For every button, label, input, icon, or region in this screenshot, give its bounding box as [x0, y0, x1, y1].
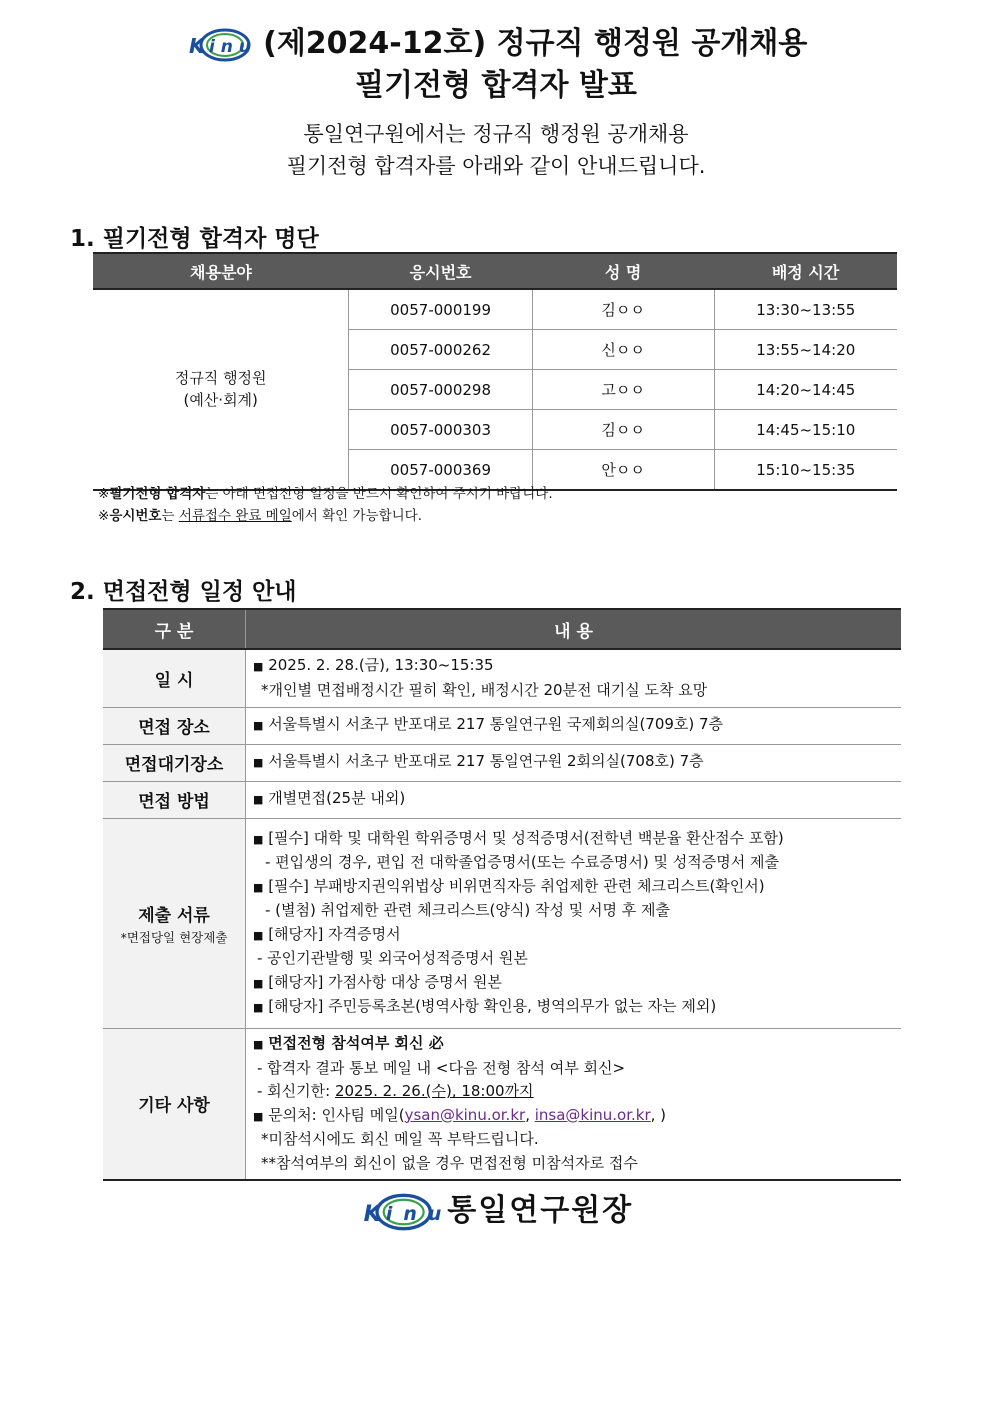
- email-link-insa[interactable]: insa@kinu.or.kr: [534, 1105, 651, 1124]
- interview-schedule-table: [103, 608, 901, 1181]
- documents-line: - (별첨) 취업제한 관련 체크리스트(양식) 작성 및 서명 후 제출: [265, 901, 671, 919]
- documents-line: [해당자] 주민등록초본(병역사항 확인용, 병역의무가 없는 자는 제외): [268, 997, 717, 1015]
- number-cell: 0057-000298: [349, 370, 532, 410]
- documents-line: - 공인기관발행 및 외국어성적증명서 원본: [257, 949, 528, 967]
- email-link-ysan[interactable]: ysan@kinu.or.kr: [404, 1105, 526, 1124]
- intro-line2: 필기전형 합격자를 아래와 같이 안내드립니다.: [286, 154, 706, 178]
- waiting-place-line: 서울특별시 서초구 반포대로 217 통일연구원 2회의실(708호) 7층: [268, 752, 704, 771]
- name-cell: 김ㅇㅇ: [532, 410, 714, 450]
- passers-table: [93, 252, 897, 491]
- etc-line: **참석여부의 회신이 없을 경우 면접전형 미참석자로 접수: [261, 1153, 638, 1172]
- col-header-time: 배정 시간: [714, 253, 897, 289]
- documents-label-text: 제출 서류: [138, 905, 210, 926]
- time-cell: 13:55~14:20: [714, 330, 897, 370]
- date-line1: 2025. 2. 28.(금), 13:30~15:35: [268, 656, 494, 675]
- note-text: 는 아래 면접전형 일정을 반드시 확인하여 주시기 바랍니다.: [205, 486, 553, 502]
- number-cell: 0057-000303: [349, 410, 532, 450]
- etc-line: *미참석시에도 회신 메일 꼭 부탁드립니다.: [261, 1130, 539, 1149]
- documents-line: [해당자] 자격증명서: [268, 924, 401, 943]
- etc-contact-prefix: 문의처: 인사팀 메일(: [268, 1105, 405, 1124]
- col-header-content: 내 용: [246, 609, 902, 649]
- name-cell: 고ㅇㅇ: [532, 370, 714, 410]
- number-cell: 0057-000369: [349, 450, 532, 491]
- note-text: 에서 확인 가능합니다.: [291, 508, 422, 524]
- place-content: ■ 서울특별시 서초구 반포대로 217 통일연구원 국제회의실(709호) 7층: [246, 707, 902, 744]
- row-place: [103, 707, 901, 744]
- time-cell: 14:20~14:45: [714, 370, 897, 410]
- documents-label: [103, 818, 246, 1028]
- documents-content: ■ [필수] 대학 및 대학원 학위증명서 및 성적증명서(전학년 백분율 환산점수 포함) - 편입생의 경우, 편입 전 대학졸업증명서(또는 수료증명서) 및 성적증명서 제출 ■ [필수] 부패방지권익위법상 비위면직자등 취업제한 관련 체크리스트(확인서) - (별첨) 취업제한 관련 체크리스트(양식) 작성 및 서명 후 제출 ■ [해당자] 자격증명서 - 공인기관발행 및 외국어성적증명서 원본 ■ [해당자] 가점사항 대상 증명서 원본 ■ [해당자] 주민등록초본(병역사항 확인용, 병역의무가 없는 자는 제외): [246, 818, 902, 1028]
- svg-text:K: K: [363, 1200, 383, 1227]
- kinu-logo-icon: [185, 27, 253, 63]
- note-bold: 응시번호: [109, 508, 162, 524]
- time-cell: 14:45~15:10: [714, 410, 897, 450]
- document-title-line1: [0, 18, 992, 63]
- col-header-number: 응시번호: [349, 253, 532, 289]
- title-text: (제2024-12호) 정규직 행정원 공개채용: [263, 26, 808, 61]
- documents-line: [해당자] 가점사항 대상 증명서 원본: [268, 972, 502, 991]
- etc-contact-suffix: , ): [650, 1105, 667, 1124]
- note-bold: 필기전형 합격자: [109, 486, 206, 502]
- row-etc: [103, 1028, 901, 1180]
- intro-line1: 통일연구원에서는 정규직 행정원 공개채용: [303, 122, 689, 146]
- table-row: [93, 289, 897, 330]
- signature-footer: [0, 1185, 992, 1232]
- etc-line: - 합격자 결과 통보 메일 내 <다음 전형 참석 여부 회신>: [257, 1058, 626, 1077]
- col-header-name: 성 명: [532, 253, 714, 289]
- row-documents: [103, 818, 901, 1028]
- table-header-row: [93, 253, 897, 289]
- signature-text: 통일연구원장: [447, 1193, 634, 1228]
- documents-line: - 편입생의 경우, 편입 전 대학졸업증명서(또는 수료증명서) 및 성적증명서 제출: [265, 853, 779, 871]
- place-line: 서울특별시 서초구 반포대로 217 통일연구원 국제회의실(709호) 7층: [268, 715, 724, 734]
- note-text: 는: [161, 508, 179, 524]
- etc-line: 면접전형 참석여부 회신 必: [268, 1034, 444, 1053]
- method-label: 면접 방법: [103, 781, 246, 818]
- time-cell: 15:10~15:35: [714, 450, 897, 491]
- field-cell: [93, 289, 349, 490]
- date-content: ■ 2025. 2. 28.(금), 13:30~15:35 *개인별 면접배정시간 필히 확인, 배정시간 20분전 대기실 도착 요망: [246, 649, 902, 707]
- note-mark: ※: [98, 508, 110, 524]
- waiting-place-label: 면접대기장소: [103, 744, 246, 781]
- etc-line: ■ 문의처: 인사팀 메일(ysan@kinu.or.kr, insa@kinu.or.kr, ): [253, 1105, 667, 1124]
- name-cell: 신ㅇㅇ: [532, 330, 714, 370]
- etc-deadline: 2025. 2. 26.(수), 18:00까지: [334, 1082, 534, 1101]
- date-label: 일 시: [103, 649, 246, 707]
- method-content: ■ 개별면접(25분 내외): [246, 781, 902, 818]
- number-cell: 0057-000262: [349, 330, 532, 370]
- note-underlined: 서류접수 완료 메일: [178, 508, 292, 524]
- col-header-field: 채용분야: [93, 253, 349, 289]
- documents-line: [필수] 대학 및 대학원 학위증명서 및 성적증명서(전학년 백분율 환산점수 포함): [268, 828, 784, 847]
- col-header-category: 구 분: [103, 609, 246, 649]
- etc-content: ■ 면접전형 참석여부 회신 必 - 합격자 결과 통보 메일 내 <다음 전형 참석 여부 회신> - 회신기한: 2025. 2. 26.(수), 18:00까지 ■ 문의처: 인사팀 메일(ysan@kinu.or.kr, insa@kinu.or.kr, ) *미참석시에도 회신 메일 꼭 부탁드립니다. **참석여부의 회신이 없을 경우 면접전형 미참석자로 접수: [246, 1028, 902, 1180]
- note-mark: ※: [98, 486, 110, 502]
- etc-contact-sep: ,: [525, 1105, 535, 1124]
- name-cell: 안ㅇㅇ: [532, 450, 714, 491]
- row-method: [103, 781, 901, 818]
- documents-line: [필수] 부패방지권익위법상 비위면직자등 취업제한 관련 체크리스트(확인서): [268, 876, 765, 895]
- time-cell: 13:30~13:55: [714, 289, 897, 330]
- note-line2: [98, 505, 553, 527]
- note-line1: [98, 483, 553, 505]
- date-line2: *개인별 면접배정시간 필히 확인, 배정시간 20분전 대기실 도착 요망: [261, 680, 708, 699]
- section1-title: 1. 필기전형 합격자 명단: [70, 226, 319, 252]
- etc-line: [253, 1080, 895, 1104]
- number-cell: 0057-000199: [349, 289, 532, 330]
- row-waiting-place: [103, 744, 901, 781]
- etc-deadline-prefix: - 회신기한:: [257, 1082, 335, 1101]
- waiting-place-content: ■ 서울특별시 서초구 반포대로 217 통일연구원 2회의실(708호) 7층: [246, 744, 902, 781]
- name-cell: 김ㅇㅇ: [532, 289, 714, 330]
- table-header-row: [103, 609, 901, 649]
- section1-notes: [98, 483, 553, 527]
- section2-title: 2. 면접전형 일정 안내: [70, 579, 297, 605]
- field-line1: 정규직 행정원: [174, 368, 267, 387]
- etc-label: 기타 사항: [103, 1028, 246, 1180]
- svg-text:i n u: i n u: [385, 1202, 444, 1225]
- document-title-line2: 필기전형 합격자 발표: [355, 68, 637, 103]
- documents-sublabel: *면접당일 현장제출: [120, 929, 228, 945]
- kinu-logo-icon: [359, 1192, 444, 1232]
- method-line: 개별면접(25분 내외): [268, 789, 406, 808]
- row-date: [103, 649, 901, 707]
- field-line2: (예산·회계): [183, 390, 258, 409]
- svg-text:i n u: i n u: [208, 36, 251, 57]
- place-label: 면접 장소: [103, 707, 246, 744]
- svg-text:K: K: [188, 33, 205, 58]
